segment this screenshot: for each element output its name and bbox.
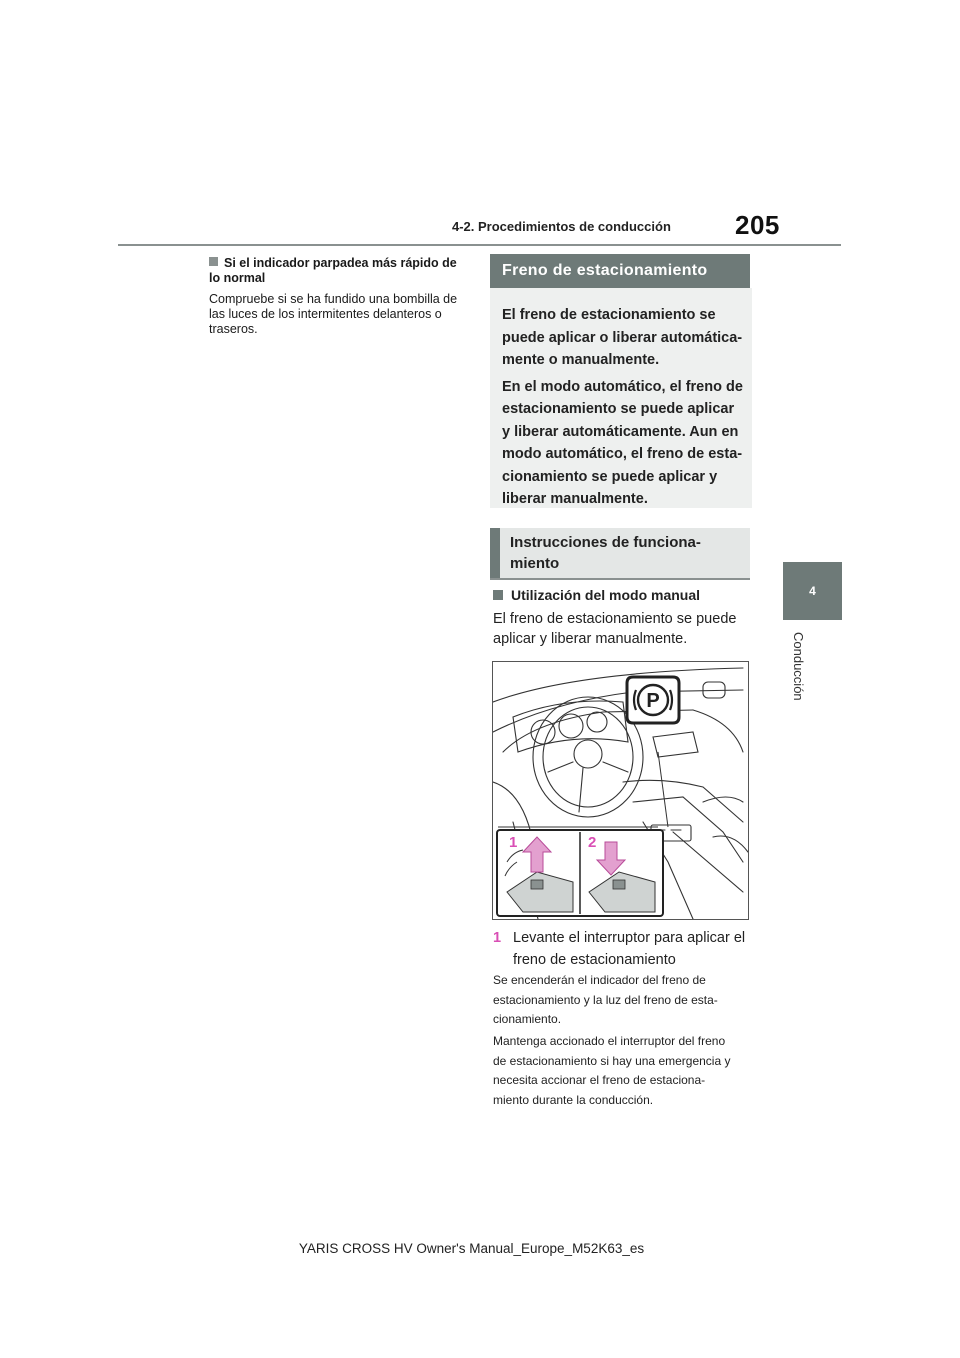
subheading-rule xyxy=(490,578,750,580)
step-1: 1 Levante el interruptor para aplicar el freno de estacionamiento xyxy=(493,927,753,971)
note-emergency: Mantenga accionado el interruptor del freno de estacionamiento si hay una emergencia y necesita accionar el freno de estaciona- miento durante la conducción. xyxy=(493,1034,731,1107)
parking-symbol: P xyxy=(646,690,660,712)
manual-mode-body: El freno de estacionamiento se puede aplicar y liberar manualmente. xyxy=(493,611,737,647)
header-rule xyxy=(118,244,841,246)
note-indicator: Se encenderán el indicador del freno de estacionamiento y la luz del freno de esta- cionamiento. xyxy=(493,973,718,1026)
dashboard-drawing xyxy=(493,662,748,919)
left-body-text: Compruebe si se ha fundido una bombilla de las luces de los intermitentes delanteros o traseros. xyxy=(209,292,458,336)
instructions-subheading: Instrucciones de funciona- miento xyxy=(490,528,750,578)
parking-brake-illustration xyxy=(492,661,749,920)
summary-paragraph-2: En el modo automático, el freno de estacionamiento se puede aplicar y liberar automáticamente. Aun en modo automático, el freno de esta- cionamiento se puede aplicar y liberar manualmente. xyxy=(502,378,743,507)
step-number: 1 xyxy=(493,930,502,946)
callout-pointer xyxy=(658,752,668,827)
figure-label-2: 2 xyxy=(588,834,597,851)
summary-box xyxy=(490,288,752,508)
parking-brake-callout xyxy=(627,677,679,723)
summary-paragraph-1: El freno de estacionamiento se puede aplicar o liberar automática- mente o manualmente. xyxy=(502,307,743,368)
left-subheading: Si el indicador parpadea más rápido de lo normal xyxy=(209,256,457,285)
square-bullet-icon xyxy=(209,257,218,266)
chapter-label: Conducción xyxy=(791,632,806,701)
chapter-tab: 4 xyxy=(783,562,842,620)
page-number: 205 xyxy=(735,210,780,240)
manual-mode-heading: Utilización del modo manual xyxy=(493,587,700,603)
left-column xyxy=(209,256,469,337)
figure-label-1: 1 xyxy=(509,834,518,851)
page-footer: YARIS CROSS HV Owner's Manual_Europe_M52K63_es xyxy=(298,1241,645,1256)
section-title: 4-2. Procedimientos de conducción xyxy=(452,219,671,234)
section-banner: Freno de estacionamiento xyxy=(490,254,750,288)
square-bullet-icon xyxy=(493,590,503,600)
